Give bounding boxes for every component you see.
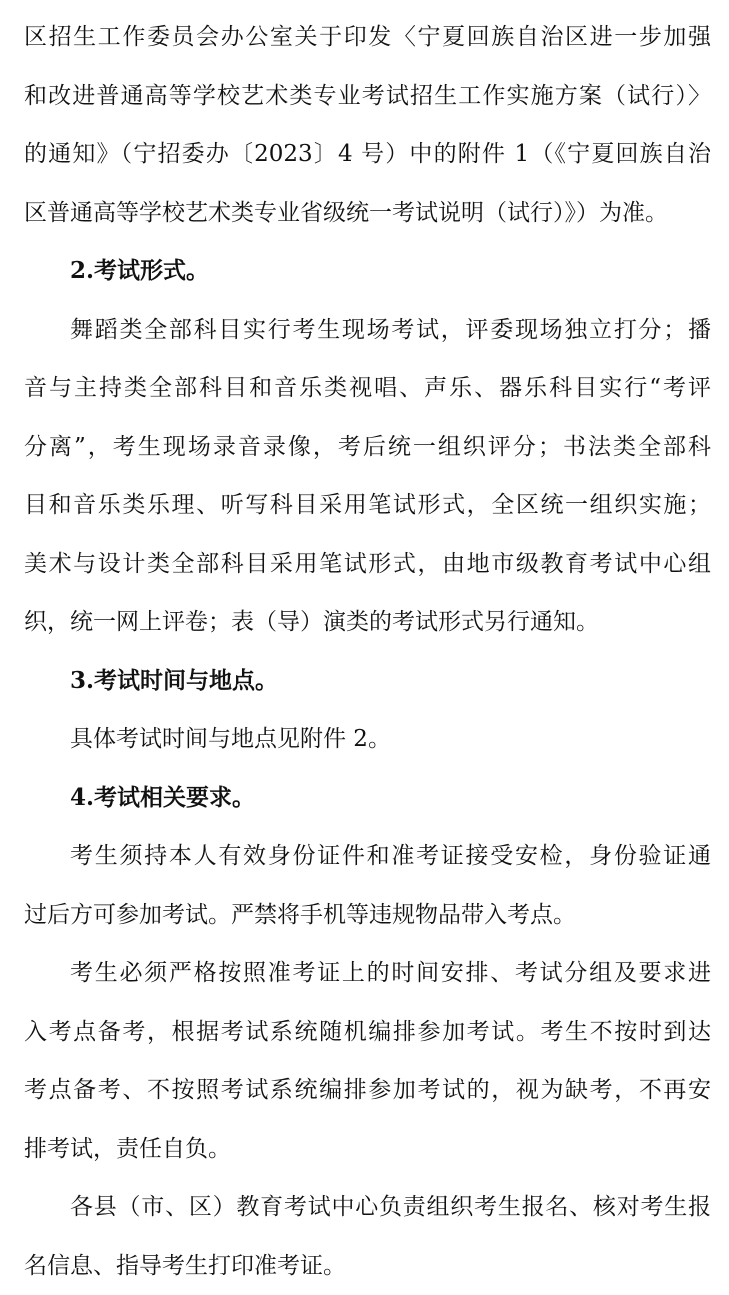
paragraph-line: 各县（市、区）教育考试中心负责组织考生报名、核对考生报 [24, 1178, 711, 1237]
paragraph-line: 排考试，责任自负。 [24, 1120, 711, 1179]
section-heading-exam-format: 2.考试形式。 [24, 242, 711, 301]
paragraph-line: 名信息、指导考生打印准考证。 [24, 1237, 711, 1295]
paragraph-line: 具体考试时间与地点见附件 2。 [24, 710, 711, 769]
paragraph-line: 考生必须严格按照准考证上的时间安排、考试分组及要求进 [24, 944, 711, 1003]
paragraph-line: 考生须持本人有效身份证件和准考证接受安检，身份验证通 [24, 827, 711, 886]
paragraph-line: 分离”，考生现场录音录像，考后统一组织评分；书法类全部科 [24, 418, 711, 477]
paragraph-line: 音与主持类全部科目和音乐类视唱、声乐、器乐科目实行“考评 [24, 359, 711, 418]
paragraph-line: 的通知》（宁招委办〔2023〕4 号）中的附件 1（《宁夏回族自治 [24, 125, 711, 184]
paragraph-line: 目和音乐类乐理、听写科目采用笔试形式，全区统一组织实施； [24, 476, 711, 535]
paragraph-line: 和改进普通高等学校艺术类专业考试招生工作实施方案（试行）〉 [24, 67, 711, 126]
section-heading-exam-requirements: 4.考试相关要求。 [24, 769, 711, 828]
paragraph-line: 入考点备考，根据考试系统随机编排参加考试。考生不按时到达 [24, 1003, 711, 1062]
paragraph-line: 过后方可参加考试。严禁将手机等违规物品带入考点。 [24, 886, 711, 945]
paragraph-line: 美术与设计类全部科目采用笔试形式，由地市级教育考试中心组 [24, 535, 711, 594]
paragraph-line: 织，统一网上评卷；表（导）演类的考试形式另行通知。 [24, 593, 711, 652]
paragraph-line: 区招生工作委员会办公室关于印发〈宁夏回族自治区进一步加强 [24, 8, 711, 67]
paragraph-line: 考点备考、不按照考试系统编排参加考试的，视为缺考，不再安 [24, 1061, 711, 1120]
paragraph-line: 舞蹈类全部科目实行考生现场考试，评委现场独立打分；播 [24, 301, 711, 360]
paragraph-line: 区普通高等学校艺术类专业省级统一考试说明（试行）》）为准。 [24, 184, 711, 243]
section-heading-exam-time-place: 3.考试时间与地点。 [24, 652, 711, 711]
